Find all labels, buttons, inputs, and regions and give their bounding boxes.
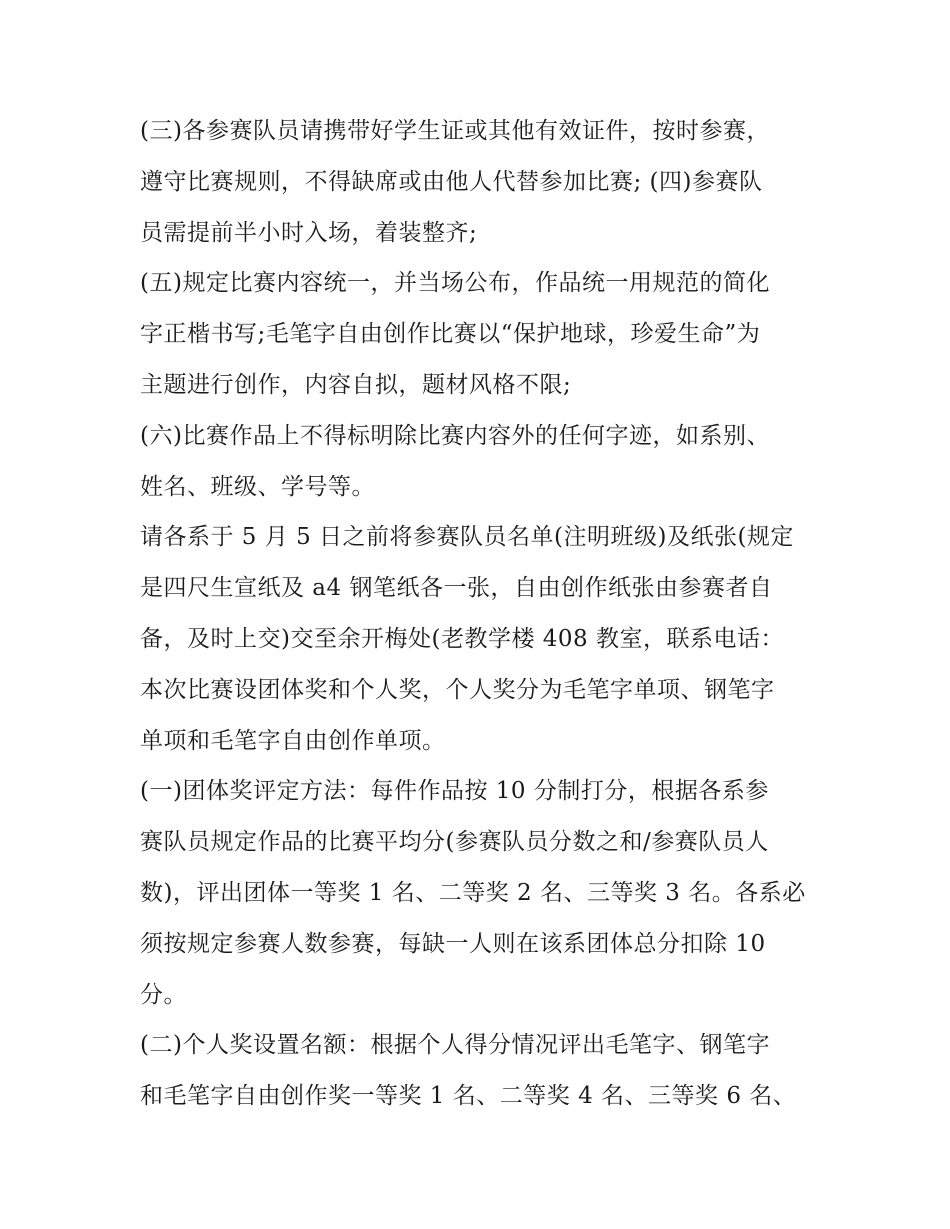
text-line: (一)团体奖评定方法：每件作品按 10 分制打分，根据各系参 — [140, 778, 769, 805]
text-line: 须按规定参赛人数参赛，每缺一人则在该系团体总分扣除 10 — [140, 930, 766, 957]
text-line: 本次比赛设团体奖和个人奖，个人奖分为毛笔字单项、钢笔字 — [140, 676, 775, 703]
text-line: 姓名、班级、学号等。 — [140, 473, 375, 500]
text-line: 和毛笔字自由创作奖一等奖 1 名、二等奖 4 名、三等奖 6 名、 — [140, 1083, 797, 1110]
text-line: 数)，评出团体一等奖 1 名、二等奖 2 名、三等奖 3 名。各系必 — [140, 879, 806, 906]
text-line: 赛队员规定作品的比赛平均分(参赛队员分数之和/参赛队员人 — [140, 829, 769, 856]
text-line: (六)比赛作品上不得标明除比赛内容外的任何字迹，如系别、 — [140, 422, 770, 449]
text-line: 单项和毛笔字自由创作单项。 — [140, 727, 446, 754]
text-line: 员需提前半小时入场，着装整齐; — [140, 219, 478, 246]
text-line: (五)规定比赛内容统一，并当场公布，作品统一用规范的简化 — [140, 270, 770, 297]
text-line: 是四尺生宣纸及 a4 钢笔纸各一张，自由创作纸张由参赛者自 — [140, 575, 773, 602]
text-line: 备，及时上交)交至余开梅处(老教学楼 408 教室，联系电话： — [140, 625, 784, 652]
text-line: 请各系于 5 月 5 日之前将参赛队员名单(注明班级)及纸张(规定 — [140, 524, 794, 551]
text-line: 分。 — [140, 981, 187, 1008]
text-line: 遵守比赛规则，不得缺席或由他人代替参加比赛; (四)参赛队 — [140, 168, 763, 195]
text-line: (三)各参赛队员请携带好学生证或其他有效证件，按时参赛， — [140, 118, 770, 144]
text-line: (二)个人奖设置名额：根据个人得分情况评出毛笔字、钢笔字 — [140, 1032, 770, 1059]
text-line: 主题进行创作，内容自拟，题材风格不限; — [140, 371, 572, 398]
document-body — [140, 106, 820, 1122]
text-line: 字正楷书写;毛笔字自由创作比赛以“保护地球，珍爱生命”为 — [140, 321, 761, 348]
